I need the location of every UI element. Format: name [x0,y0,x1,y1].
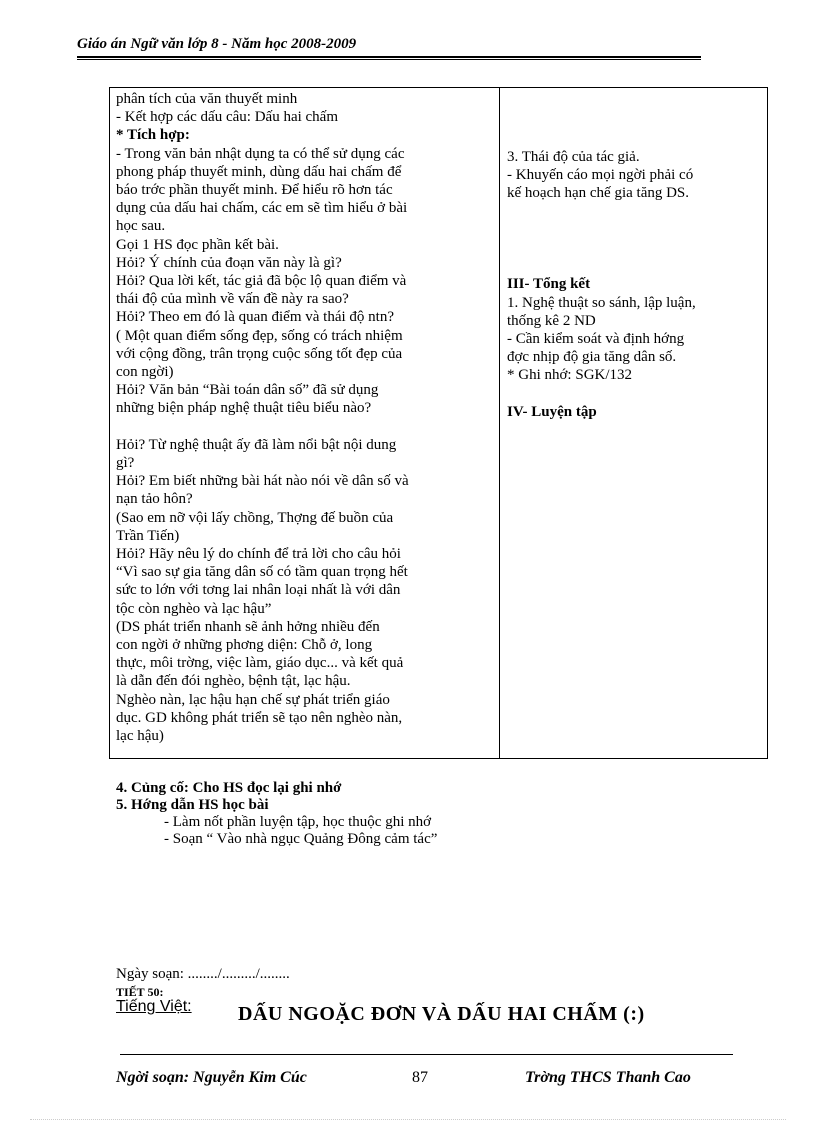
preparation-date: Ngày soạn: ......../........./........ [116,966,290,982]
table-text-line: Trần Tiến) [116,527,180,544]
table-text-line: - Cần kiểm soát và định hớng [507,330,685,347]
homework-heading: 5. Hớng dẫn HS học bài [116,797,269,813]
table-text-line: - Trong văn bản nhật dụng ta có thể sử dụng các [116,145,405,162]
table-text-line: phân tích của văn thuyết minh [116,91,298,107]
consolidation-item: 4. Củng cố: Cho HS đọc lại ghi nhớ [116,780,342,796]
table-text-line: IV- Luyện tập [507,403,597,420]
footer-rule [120,1054,733,1055]
table-text-line: Hỏi? Hãy nêu lý do chính để trả lời cho câu hỏi [116,546,401,563]
table-text-line: gì? [116,455,135,472]
table-text-line: lạc hậu) [116,728,164,745]
lesson-wrapup [116,780,437,848]
table-text-line: đợc nhịp độ gia tăng dân số. [507,349,677,366]
table-text-line: Hỏi? Văn bản “Bài toán dân số” đã sử dụng [116,382,379,399]
table-text-line [116,418,494,436]
teacher-activity-column [116,90,494,745]
table-text-line [507,221,763,239]
table-text-line: báo trớc phần thuyết minh. Để hiểu rõ hơn tác [116,182,393,199]
table-text-line: sức to lớn với tơng lai nhân loại nhất là với dân [116,582,401,599]
table-text-line: là dẫn đến đói nghèo, bệnh tật, lạc hậu. [116,673,351,690]
footer-author: Ngời soạn: Nguyễn Kim Cúc [116,1069,307,1086]
table-text-line: nạn tảo hôn? [116,491,193,508]
table-text-line [507,257,763,275]
table-text-line: ( Một quan điểm sống đẹp, sống có trách nhiệm [116,327,403,344]
table-text-line: thực, môi trờng, việc làm, giáo dục... và kết quả [116,655,404,672]
table-text-line: * Tích hợp: [116,127,190,144]
table-text-line: học sau. [116,218,166,235]
table-text-line: Hỏi? Qua lời kết, tác giả đã bộc lộ quan điểm và [116,273,407,290]
table-text-line: con ngời) [116,364,174,381]
table-text-line: (DS phát triển nhanh sẽ ảnh hởng nhiều đến [116,618,380,635]
table-text-line [507,385,763,403]
table-text-line [507,203,763,221]
lesson-table [109,87,768,759]
table-text-line: “Vì sao sự gia tăng dân số có tầm quan trọng hết [116,564,408,581]
table-text-line: - Khuyến cáo mọi ngời phải có [507,167,694,184]
table-text-line: Hỏi? Theo em đó là quan điểm và thái độ ntn? [116,309,394,326]
table-text-line: với cộng đồng, trân trọng cuộc sống tốt đẹp của [116,345,403,362]
bottom-dotted-rule [30,1119,786,1120]
table-text-line: dụng của dấu hai chấm, các em sẽ tìm hiểu ở bài [116,200,408,217]
table-text-line: thống kê 2 ND [507,312,596,329]
content-column [507,148,763,421]
footer-school: Trờng THCS Thanh Cao [525,1069,691,1086]
header-rule [77,56,701,58]
table-text-line [507,239,763,257]
table-text-line: (Sao em nỡ vội lấy chồng, Thợng đế buồn của [116,509,394,526]
lesson-number: TIẾT 50: [116,985,164,999]
page-number: 87 [412,1069,428,1086]
header-rule-thin [77,59,701,60]
table-text-line: III- Tổng kết [507,276,591,293]
table-text-line: Gọi 1 HS đọc phần kết bài. [116,236,279,253]
table-text-line: 3. Thái độ của tác giả. [507,149,640,165]
subject-label: Tiếng Việt: [116,998,192,1015]
table-text-line: những biện pháp nghệ thuật tiêu biểu nào? [116,400,372,417]
homework-task: - Làm nốt phần luyện tập, học thuộc ghi nhớ [164,814,432,830]
table-text-line: * Ghi nhớ: SGK/132 [507,367,633,384]
table-text-line: kế hoạch hạn chế gia tăng DS. [507,185,690,202]
table-text-line: phong pháp thuyết minh, dùng dấu hai chấm để [116,163,402,180]
page-header-title: Giáo án Ngữ văn lớp 8 - Năm học 2008-2009 [77,36,357,52]
lesson-title: DẤU NGOẶC ĐƠN VÀ DẤU HAI CHẤM (:) [238,1003,645,1025]
table-text-line: Nghèo nàn, lạc hậu hạn chế sự phát triển giáo [116,691,390,708]
table-text-line: con ngời ở những phơng diện: Chỗ ở, long [116,637,373,654]
table-text-line: tộc còn nghèo và lạc hậu” [116,600,272,617]
homework-task: - Soạn “ Vào nhà ngục Quảng Đông cảm tác” [164,831,438,847]
table-text-line: dục. GD không phát triển sẽ tạo nên nghèo nàn, [116,709,403,726]
table-text-line: 1. Nghệ thuật so sánh, lập luận, [507,294,696,311]
column-divider [499,88,500,758]
table-text-line: Hỏi? Em biết những bài hát nào nói về dân số và [116,473,409,490]
table-text-line: Hỏi? Từ nghệ thuật ấy đã làm nổi bật nội dung [116,436,397,453]
table-text-line: - Kết hợp các dấu câu: Dấu hai chấm [116,109,338,126]
table-text-line: Hỏi? Ý chính của đoạn văn này là gì? [116,254,342,271]
table-text-line: thái độ của mình về vấn đề này ra sao? [116,291,349,308]
